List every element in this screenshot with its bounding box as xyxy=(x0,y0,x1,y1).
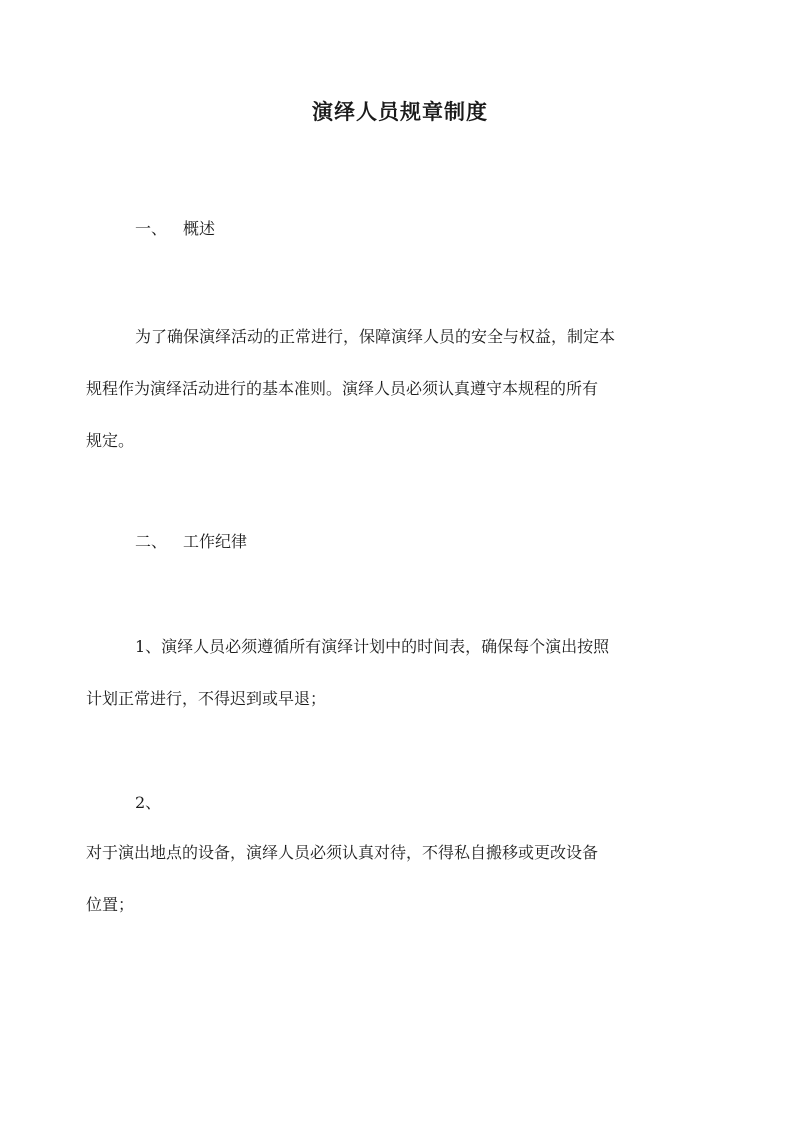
list-item-line: 1、演绎人员必须遵循所有演绎计划中的时间表，确保每个演出按照 xyxy=(135,637,610,656)
overview-paragraph xyxy=(86,323,706,479)
list-item-line: 位置； xyxy=(86,895,135,914)
list-item xyxy=(86,633,706,737)
document-title: 演绎人员规章制度 xyxy=(312,99,488,124)
section-heading-work-discipline xyxy=(135,528,247,556)
paragraph-line: 为了确保演绎活动的正常进行，保障演绎人员的安全与权益，制定本 xyxy=(135,327,616,346)
section-number: 一、 xyxy=(135,219,168,238)
section-number: 二、 xyxy=(135,532,168,551)
list-item xyxy=(86,839,706,943)
section-title: 概述 xyxy=(183,219,216,238)
section-heading-overview xyxy=(135,215,215,243)
paragraph-line: 规程作为演绎活动进行的基本准则。演绎人员必须认真遵守本规程的所有 xyxy=(86,379,599,398)
list-item-number: 2、 xyxy=(135,793,162,812)
list-item-line: 对于演出地点的设备，演绎人员必须认真对待，不得私自搬移或更改设备 xyxy=(86,843,599,862)
list-item-line: 计划正常进行，不得迟到或早退； xyxy=(86,689,327,708)
section-title: 工作纪律 xyxy=(183,532,248,551)
paragraph-line: 规定。 xyxy=(86,431,135,450)
